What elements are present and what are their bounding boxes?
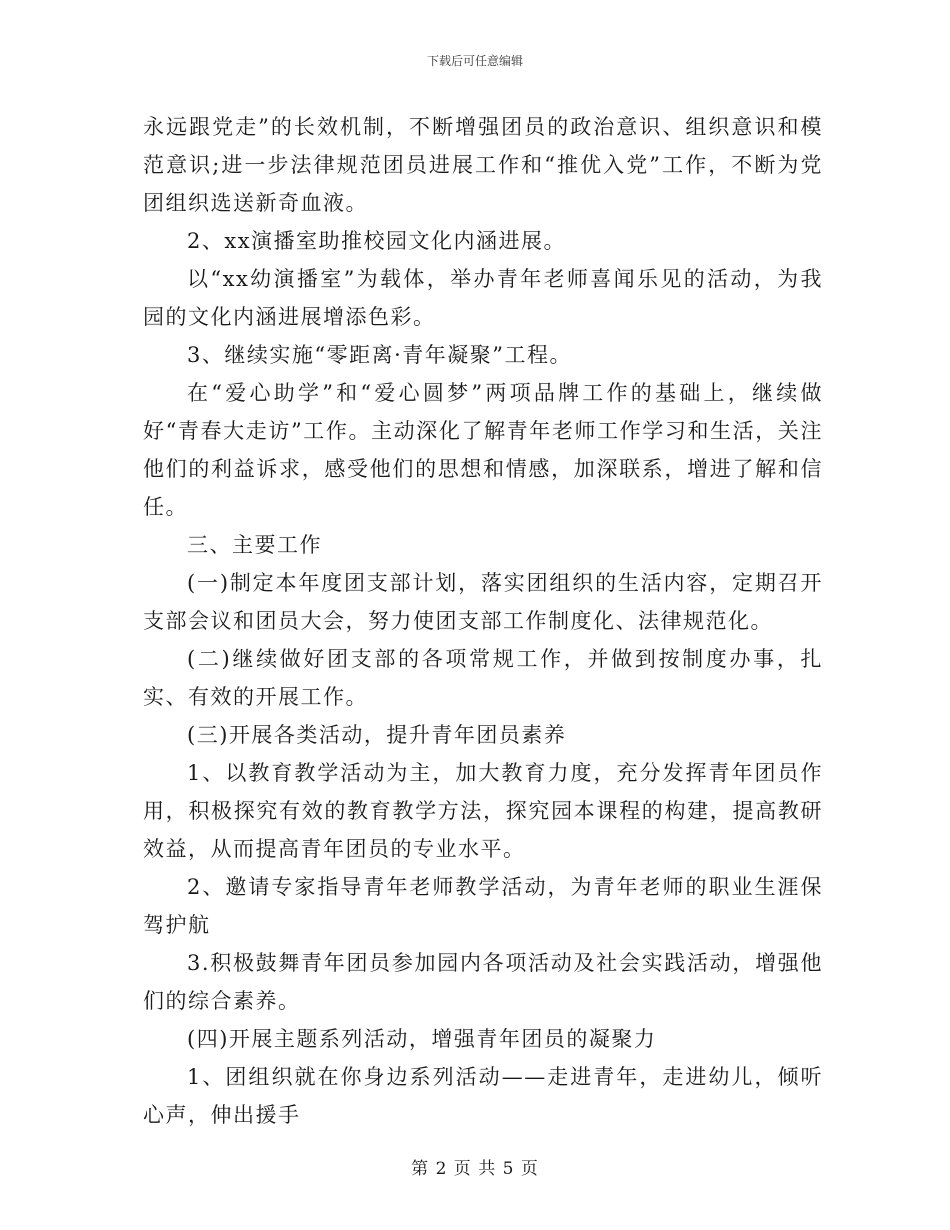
section-heading-main-work: 三、主要工作: [187, 533, 322, 557]
page-header: 下载后可任意编辑: [426, 54, 523, 68]
paragraph-7: (一)制定本年度团支部计划，落实团组织的生活内容，定期召开支部会议和团员大会，努力使团支部工作制度化、法律规范化。: [143, 571, 823, 633]
paragraph-13: (四)开展主题系列活动，增强青年团员的凝聚力: [187, 1027, 657, 1051]
paragraph-14: 1、团组织就在你身边系列活动——走进青年，走进幼儿，倾听心声，伸出援手: [143, 1065, 823, 1127]
paragraph-5: 在“爱心助学”和“爱心圆梦”两项品牌工作的基础上，继续做好“青春大走访”工作。主动深化了解青年老师工作学习和生活，关注他们的利益诉求，感受他们的思想和情感，加深联系，增进了解和信任。: [143, 381, 823, 519]
paragraph-11: 2、邀请专家指导青年老师教学活动，为青年老师的职业生涯保驾护航: [143, 875, 823, 937]
paragraph-10: 1、以教育教学活动为主，加大教育力度，充分发挥青年团员作用，积极探究有效的教育教学方法，探究园本课程的构建，提高教研效益，从而提高青年团员的专业水平。: [143, 761, 823, 861]
paragraph-8: (二)继续做好团支部的各项常规工作，并做到按制度办事，扎实、有效的开展工作。: [143, 647, 823, 709]
page-footer: 第 2 页 共 5 页: [411, 1159, 539, 1179]
paragraph-9: (三)开展各类活动，提升青年团员素养: [187, 723, 567, 747]
paragraph-2: 2、xx演播室助推校园文化内涵进展。: [187, 229, 567, 253]
paragraph-3: 以“xx幼演播室”为载体，举办青年老师喜闻乐见的活动，为我园的文化内涵进展增添色彩。: [143, 267, 823, 329]
document-body: [143, 108, 823, 1134]
paragraph-1: 永远跟党走”的长效机制，不断增强团员的政治意识、组织意识和模范意识;进一步法律规范团员进展工作和“推优入党”工作，不断为党团组织选送新奇血液。: [143, 115, 823, 215]
paragraph-4: 3、继续实施“零距离·青年凝聚”工程。: [187, 343, 573, 367]
paragraph-12: 3.积极鼓舞青年团员参加园内各项活动及社会实践活动，增强他们的综合素养。: [143, 951, 823, 1013]
